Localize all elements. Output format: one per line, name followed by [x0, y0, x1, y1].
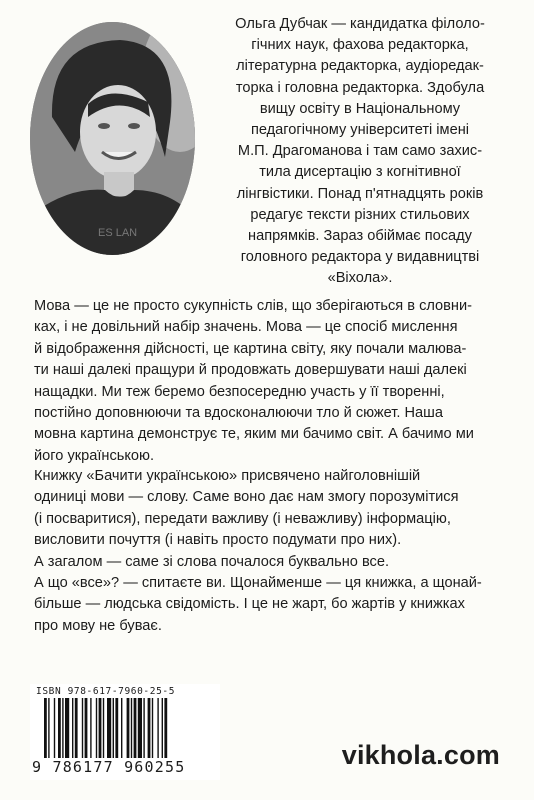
paragraph-line: одиниці мови — слову. Саме воно дає нам змогу порозумітися — [34, 489, 459, 506]
bio-line: торка і головна редакторка. Здобула — [235, 79, 485, 96]
bio-line: гічних наук, фахова редакторка, — [251, 37, 469, 54]
barcode-bar — [152, 698, 153, 758]
paragraph-line: нащадки. Ми теж беремо безпосередню участь у її творенні, — [34, 383, 445, 400]
barcode-bar — [90, 698, 91, 758]
bio-line: головного редактора у видавництві — [240, 249, 480, 266]
barcode-bar — [72, 698, 73, 758]
barcode-bar — [82, 698, 83, 758]
barcode-bar — [164, 698, 167, 758]
barcode-bar — [162, 698, 163, 758]
barcode-bar — [65, 698, 69, 758]
bio-line: напрямків. Зараз обіймає посаду — [248, 228, 472, 245]
barcode-bar — [85, 698, 88, 758]
paragraph-line: й відображення дійсності, це картина світу, яку почали малюва- — [34, 340, 467, 357]
barcode-bar — [107, 698, 111, 758]
barcode-bar — [103, 698, 104, 758]
barcode — [30, 684, 220, 780]
barcode-bar — [138, 698, 142, 758]
barcode-bars — [44, 698, 209, 758]
publisher-website[interactable]: vikhola.com — [341, 740, 500, 770]
barcode-bar — [75, 698, 78, 758]
barcode-bar — [115, 698, 118, 758]
description-paragraph-1 — [34, 296, 506, 467]
paragraph-line: ти наші далекі пращури й продовжать довершувати наші далекі — [34, 362, 467, 379]
paragraph-line: А що «все»? — спитаєте ви. Щонайменше — ця книжка, а щонай- — [34, 575, 482, 592]
author-bio — [210, 14, 510, 290]
barcode-bar — [134, 698, 137, 758]
paragraph-line: А загалом — саме зі слова почалося буквально все. — [34, 553, 390, 570]
paragraph-line: більше — людська свідомість. І це не жарт, бо жартів у книжках — [34, 596, 465, 613]
author-photo — [30, 22, 195, 255]
bio-line: редагує тексти різних стильових — [250, 206, 470, 223]
barcode-bar — [44, 698, 47, 758]
isbn-label: ISBN 978-617-7960-25-5 — [36, 686, 176, 697]
bio-line: лінгвістики. Понад п'ятнадцять років — [236, 185, 484, 202]
paragraph-line: його українською. — [34, 447, 155, 464]
barcode-bar — [54, 698, 55, 758]
barcode-bar — [62, 698, 63, 758]
barcode-bar — [143, 698, 144, 758]
barcode-digits: 9 786177 960255 — [32, 758, 186, 776]
bio-line: тила дисертацію з когнітивної — [259, 164, 461, 181]
description-paragraph-2 — [34, 466, 506, 637]
paragraph-line: мовна картина демонструє те, яким ми бачимо світ. А бачимо ми — [34, 426, 474, 443]
bio-line: вищу освіту в Національному — [259, 100, 461, 117]
paragraph-line: (і посваритися), передати важливу (і неважливу) інформацію, — [34, 510, 451, 527]
paragraph-line: про мову не буває. — [34, 617, 162, 634]
bio-line: Ольга Дубчак — кандидатка філоло- — [235, 16, 485, 32]
bio-line: «Віхола». — [327, 270, 393, 287]
bio-line: педагогічному університеті імені — [250, 122, 470, 139]
barcode-bar — [99, 698, 102, 758]
barcode-bar — [96, 698, 97, 758]
paragraph-line: Мова — це не просто сукупність слів, що зберігаються в словни- — [34, 298, 472, 314]
barcode-bar — [121, 698, 122, 758]
paragraph-line: висловити почуття (і навіть просто подумати про них). — [34, 532, 402, 549]
bio-line: літературна редакторка, аудіоредак- — [236, 58, 484, 75]
paragraph-line: постійно доповнюючи та вдосконалюючи тло й сюжет. Наша — [34, 405, 443, 422]
barcode-bar — [48, 698, 49, 758]
barcode-bar — [127, 698, 130, 758]
svg-text:ES LAN: ES LAN — [98, 227, 138, 239]
barcode-bar — [148, 698, 151, 758]
paragraph-line: Книжку «Бачити українською» присвячено найголовнішій — [34, 468, 421, 484]
barcode-bar — [131, 698, 132, 758]
barcode-bar — [58, 698, 61, 758]
paragraph-line: ках, і не довільний набір значень. Мова — це спосіб мислення — [34, 319, 458, 336]
barcode-bar — [113, 698, 114, 758]
bio-line: М.П. Драгоманова і там само захис- — [237, 143, 483, 160]
barcode-bar — [157, 698, 158, 758]
